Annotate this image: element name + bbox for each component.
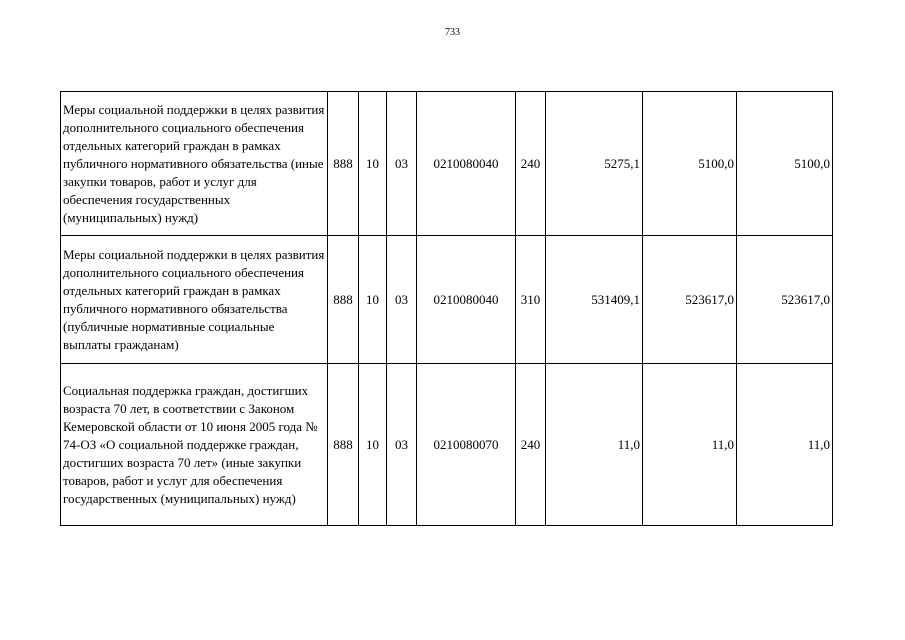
- expense-type-code: 240: [516, 92, 546, 236]
- amount-year-1: 11,0: [546, 364, 643, 526]
- amount-year-2: 523617,0: [643, 236, 737, 364]
- row-description: Меры социальной поддержки в целях развития дополнительного социального обеспечения отдельных категорий граждан в рамках публичного нормативного обязательства (иные закупки товаров, работ и услуг для обеспечения государственных (муниципальных) нужд): [61, 92, 328, 236]
- section-code: 10: [359, 92, 387, 236]
- row-description: Меры социальной поддержки в целях развития дополнительного социального обеспечения отдельных категорий граждан в рамках публичного нормативного обязательства (публичные нормативные социальные выплаты гражданам): [61, 236, 328, 364]
- table-row: [61, 364, 833, 526]
- amount-year-1: 5275,1: [546, 92, 643, 236]
- subsection-code: 03: [387, 236, 417, 364]
- budget-table: [60, 91, 833, 526]
- table-row: [61, 236, 833, 364]
- page-number: 733: [445, 27, 460, 38]
- amount-year-3: 5100,0: [737, 92, 833, 236]
- expense-type-code: 240: [516, 364, 546, 526]
- row-description: Социальная поддержка граждан, достигших возраста 70 лет, в соответствии с Законом Кемеровской области от 10 июня 2005 года № 74-ОЗ «О социальной поддержке граждан, достигших возраста 70 лет» (иные закупки товаров, работ и услуг для обеспечения государственных (муниципальных) нужд): [61, 364, 328, 526]
- section-code: 10: [359, 236, 387, 364]
- expense-type-code: 310: [516, 236, 546, 364]
- subsection-code: 03: [387, 364, 417, 526]
- ministry-code: 888: [328, 236, 359, 364]
- ministry-code: 888: [328, 364, 359, 526]
- amount-year-1: 531409,1: [546, 236, 643, 364]
- subsection-code: 03: [387, 92, 417, 236]
- amount-year-2: 5100,0: [643, 92, 737, 236]
- amount-year-3: 523617,0: [737, 236, 833, 364]
- table-row: [61, 92, 833, 236]
- amount-year-3: 11,0: [737, 364, 833, 526]
- ministry-code: 888: [328, 92, 359, 236]
- target-article-code: 0210080040: [417, 236, 516, 364]
- target-article-code: 0210080070: [417, 364, 516, 526]
- target-article-code: 0210080040: [417, 92, 516, 236]
- section-code: 10: [359, 364, 387, 526]
- amount-year-2: 11,0: [643, 364, 737, 526]
